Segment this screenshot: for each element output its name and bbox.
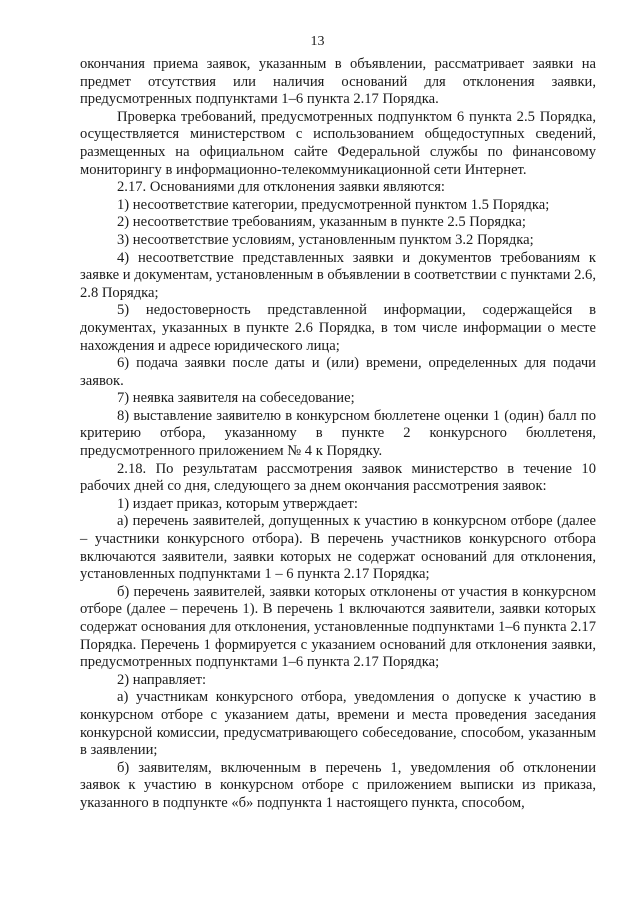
paragraph: 3) несоответствие условиям, установленным пунктом 3.2 Порядка; bbox=[117, 231, 534, 248]
paragraph: Проверка требований, предусмотренных подпунктом 6 пункта 2.5 Порядка, осуществляется министерством с использованием общедоступных сведений, размещенных на официальном сайте Федеральной службы по финансовому мониторингу в информационно-телекоммуникационной сети Интернет. bbox=[80, 108, 596, 178]
paragraph: а) участникам конкурсного отбора, уведомления о допуске к участию в конкурсном отборе с указанием даты, времени и места проведения заседания конкурсной комиссии, предусматривающего собеседование, способом, указанным в заявлении; bbox=[80, 689, 596, 759]
paragraph: 7) неявка заявителя на собеседование; bbox=[117, 390, 355, 407]
page-number: 13 bbox=[310, 34, 325, 49]
document-body bbox=[80, 56, 596, 813]
paragraph: б) заявителям, включенным в перечень 1, уведомления об отклонении заявок к участию в конкурсном отборе с приложением выписки из приказа, указанного в подпункте «б» подпункта 1 настоящего пункта, способом, bbox=[80, 759, 596, 811]
paragraph: 1) несоответствие категории, предусмотренной пунктом 1.5 Порядка; bbox=[117, 196, 550, 213]
paragraph: 4) несоответствие представленных заявки и документов требованиям к заявке и документам, установленным в объявлении в соответствии с пунктами 2.6, 2.8 Порядка; bbox=[80, 249, 596, 301]
paragraph: 2.18. По результатам рассмотрения заявок министерство в течение 10 рабочих дней со дня, следующего за днем окончания рассмотрения заявок: bbox=[80, 460, 596, 495]
paragraph: а) перечень заявителей, допущенных к участию в конкурсном отборе (далее – участники конкурсного отбора). В перечень участников конкурсного отбора включаются заявители, заявки которых не содержат оснований для отклонения, установленных подпунктами 1 – 6 пункта 2.17 Порядка; bbox=[80, 513, 596, 583]
paragraph: 1) издает приказ, которым утверждает: bbox=[117, 495, 358, 512]
paragraph: 5) недостоверность представленной информации, содержащейся в документах, указанных в пункте 2.6 Порядка, в том числе информации о месте нахождения и адресе юридического лица; bbox=[80, 302, 596, 354]
paragraph: 2.17. Основаниями для отклонения заявки являются: bbox=[117, 179, 445, 196]
paragraph: 2) направляет: bbox=[117, 671, 207, 688]
paragraph: окончания приема заявок, указанным в объявлении, рассматривает заявки на предмет отсутствия или наличия оснований для отклонения заявки, предусмотренных подпунктами 1–6 пункта 2.17 Порядка. bbox=[80, 56, 596, 108]
paragraph: 8) выставление заявителю в конкурсном бюллетене оценки 1 (один) балл по критерию отбора, указанному в пункте 2 конкурсного бюллетеня, предусмотренного приложением № 4 к Порядку. bbox=[80, 407, 596, 460]
paragraph: 6) подача заявки после даты и (или) времени, определенных для подачи заявок. bbox=[80, 355, 596, 389]
paragraph: 2) несоответствие требованиям, указанным в пункте 2.5 Порядка; bbox=[117, 214, 526, 231]
paragraph: б) перечень заявителей, заявки которых отклонены от участия в конкурсном отборе (далее – перечень 1). В перечень 1 включаются заявители, заявки которых содержат основания для отклонения, установленные подпунктами 1–6 пункта 2.17 Порядка. Перечень 1 формируется с указанием оснований для отклонения заявки, предусмотренных подпунктами 1–6 пункта 2.17 Порядка; bbox=[80, 583, 596, 671]
